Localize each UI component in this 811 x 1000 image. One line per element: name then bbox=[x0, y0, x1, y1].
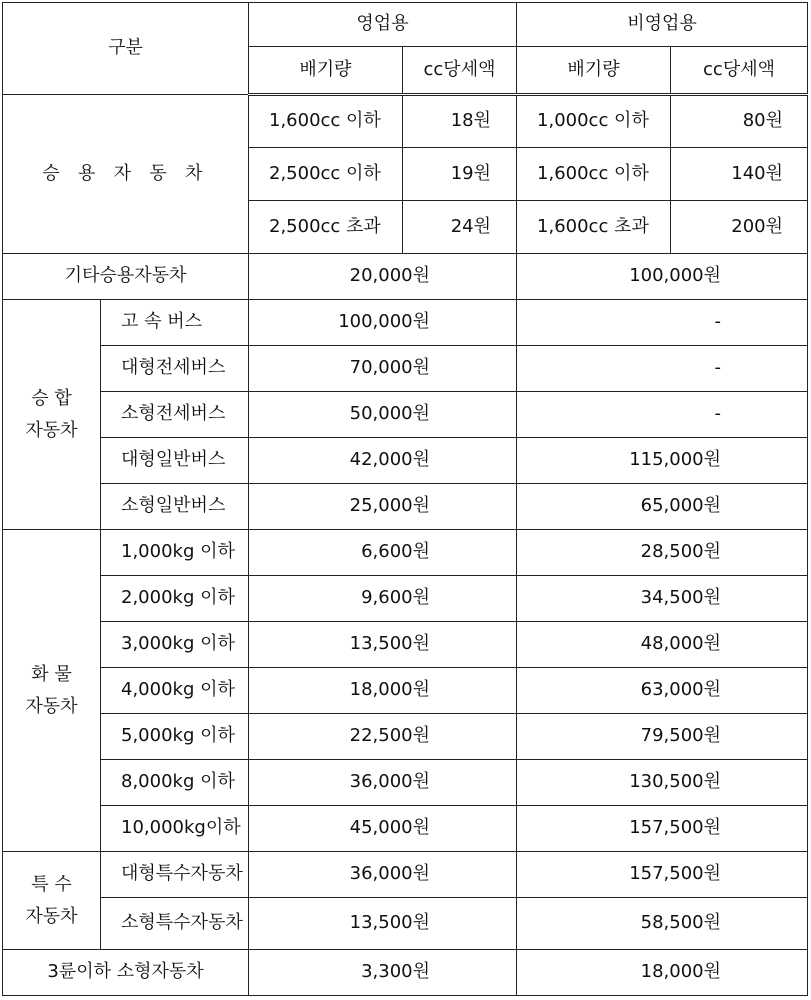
header-category: 구분 bbox=[3, 3, 249, 95]
business-amount-cell: 36,000원 bbox=[249, 760, 517, 806]
three-wheel-label: 3륜이하 소형자동차 bbox=[3, 950, 249, 996]
nonbusiness-amount-cell: 28,500원 bbox=[517, 530, 808, 576]
subcategory-cell: 1,000kg 이하 bbox=[101, 530, 249, 576]
table-row bbox=[3, 438, 808, 484]
nonbusiness-amount-cell: 79,500원 bbox=[517, 714, 808, 760]
vehicle-tax-table bbox=[2, 2, 808, 996]
business-amount-cell: 18,000원 bbox=[249, 668, 517, 714]
nonbusiness-displacement-cell: 1,600cc 이하 bbox=[517, 148, 671, 201]
table-row bbox=[3, 95, 808, 148]
special-category-label: 특 수 자동차 bbox=[3, 852, 101, 950]
nonbusiness-amount-cell: 48,000원 bbox=[517, 622, 808, 668]
nonbusiness-amount-cell: 130,500원 bbox=[517, 760, 808, 806]
header-nonbusiness-displacement: 배기량 bbox=[517, 47, 671, 95]
header-business-tax-per-cc: cc당세액 bbox=[403, 47, 517, 95]
nonbusiness-displacement-cell: 1,600cc 초과 bbox=[517, 201, 671, 254]
business-amount-cell: 13,500원 bbox=[249, 898, 517, 950]
business-amount-cell: 42,000원 bbox=[249, 438, 517, 484]
subcategory-cell: 10,000kg이하 bbox=[101, 806, 249, 852]
table-row bbox=[3, 254, 808, 300]
subcategory-cell: 대형전세버스 bbox=[101, 346, 249, 392]
nonbusiness-tax-cell: 140원 bbox=[671, 148, 808, 201]
nonbusiness-amount-cell: - bbox=[517, 392, 808, 438]
business-amount-cell: 45,000원 bbox=[249, 806, 517, 852]
business-amount-cell: 9,600원 bbox=[249, 576, 517, 622]
table-row bbox=[3, 714, 808, 760]
business-tax-cell: 18원 bbox=[403, 95, 517, 148]
business-displacement-cell: 2,500cc 초과 bbox=[249, 201, 403, 254]
business-amount-cell: 22,500원 bbox=[249, 714, 517, 760]
table-row bbox=[3, 300, 808, 346]
table-row bbox=[3, 530, 808, 576]
nonbusiness-amount-cell: 58,500원 bbox=[517, 898, 808, 950]
table-row bbox=[3, 950, 808, 996]
nonbusiness-amount-cell: 18,000원 bbox=[517, 950, 808, 996]
header-business-displacement: 배기량 bbox=[249, 47, 403, 95]
business-displacement-cell: 1,600cc 이하 bbox=[249, 95, 403, 148]
table-row bbox=[3, 346, 808, 392]
table-row bbox=[3, 392, 808, 438]
subcategory-cell: 8,000kg 이하 bbox=[101, 760, 249, 806]
truck-category-label: 화 물 자동차 bbox=[3, 530, 101, 852]
table-row bbox=[3, 668, 808, 714]
nonbusiness-amount-cell: - bbox=[517, 346, 808, 392]
header-business: 영업용 bbox=[249, 3, 517, 47]
nonbusiness-amount-cell: 115,000원 bbox=[517, 438, 808, 484]
business-displacement-cell: 2,500cc 이하 bbox=[249, 148, 403, 201]
header-nonbusiness-tax-per-cc: cc당세액 bbox=[671, 47, 808, 95]
subcategory-cell: 2,000kg 이하 bbox=[101, 576, 249, 622]
business-tax-cell: 24원 bbox=[403, 201, 517, 254]
nonbusiness-amount-cell: 65,000원 bbox=[517, 484, 808, 530]
other-passenger-car-label: 기타승용자동차 bbox=[3, 254, 249, 300]
business-amount-cell: 50,000원 bbox=[249, 392, 517, 438]
nonbusiness-displacement-cell: 1,000cc 이하 bbox=[517, 95, 671, 148]
nonbusiness-tax-cell: 80원 bbox=[671, 95, 808, 148]
subcategory-cell: 대형일반버스 bbox=[101, 438, 249, 484]
business-amount-cell: 70,000원 bbox=[249, 346, 517, 392]
subcategory-cell: 고 속 버스 bbox=[101, 300, 249, 346]
subcategory-cell: 5,000kg 이하 bbox=[101, 714, 249, 760]
business-amount-cell: 20,000원 bbox=[249, 254, 517, 300]
business-amount-cell: 3,300원 bbox=[249, 950, 517, 996]
subcategory-cell: 소형전세버스 bbox=[101, 392, 249, 438]
table-row bbox=[3, 622, 808, 668]
business-amount-cell: 13,500원 bbox=[249, 622, 517, 668]
subcategory-cell: 소형일반버스 bbox=[101, 484, 249, 530]
subcategory-cell: 4,000kg 이하 bbox=[101, 668, 249, 714]
nonbusiness-amount-cell: 157,500원 bbox=[517, 806, 808, 852]
van-category-label: 승 합 자동차 bbox=[3, 300, 101, 530]
table-row bbox=[3, 484, 808, 530]
table-row bbox=[3, 852, 808, 898]
nonbusiness-amount-cell: - bbox=[517, 300, 808, 346]
nonbusiness-amount-cell: 100,000원 bbox=[517, 254, 808, 300]
nonbusiness-amount-cell: 63,000원 bbox=[517, 668, 808, 714]
subcategory-cell: 3,000kg 이하 bbox=[101, 622, 249, 668]
table-row bbox=[3, 898, 808, 950]
table-row bbox=[3, 760, 808, 806]
header-row-1 bbox=[3, 3, 808, 47]
nonbusiness-amount-cell: 157,500원 bbox=[517, 852, 808, 898]
subcategory-cell: 대형특수자동차 bbox=[101, 852, 249, 898]
passenger-car-label: 승 용 자 동 차 bbox=[3, 95, 249, 254]
table-row bbox=[3, 576, 808, 622]
header-nonbusiness: 비영업용 bbox=[517, 3, 808, 47]
business-amount-cell: 25,000원 bbox=[249, 484, 517, 530]
business-amount-cell: 36,000원 bbox=[249, 852, 517, 898]
nonbusiness-amount-cell: 34,500원 bbox=[517, 576, 808, 622]
nonbusiness-tax-cell: 200원 bbox=[671, 201, 808, 254]
business-amount-cell: 100,000원 bbox=[249, 300, 517, 346]
business-tax-cell: 19원 bbox=[403, 148, 517, 201]
subcategory-cell: 소형특수자동차 bbox=[101, 898, 249, 950]
business-amount-cell: 6,600원 bbox=[249, 530, 517, 576]
table-row bbox=[3, 806, 808, 852]
